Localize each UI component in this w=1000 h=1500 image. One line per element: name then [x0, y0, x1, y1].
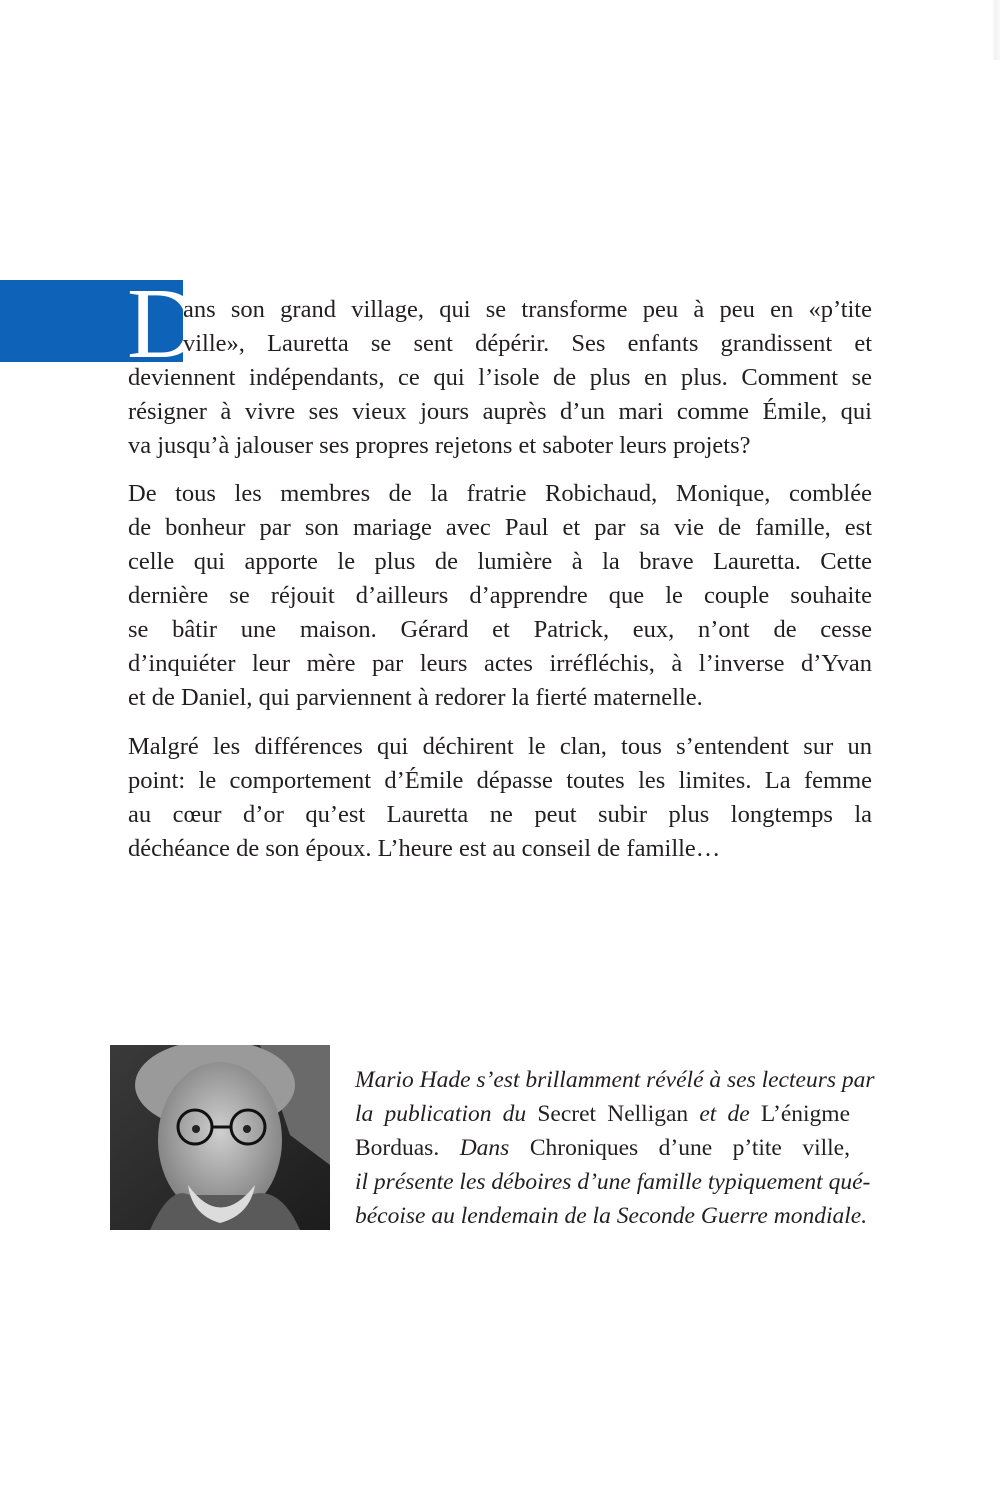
summary-line: ville», Lauretta se sent dépérir. Ses enfants grandissent et — [183, 330, 872, 357]
summary-line: celle qui apporte le plus de lumière à la brave Lauretta. Cette — [128, 548, 872, 575]
bio-text: Dans — [459, 1135, 510, 1161]
book-title: L’énigme — [760, 1101, 851, 1127]
book-title: Secret Nelligan — [537, 1101, 689, 1127]
summary-line: Malgré les différences qui déchirent le clan, tous s’entendent sur un — [128, 733, 872, 760]
summary-line: d’inquiéter leur mère par leurs actes irréfléchis, à l’inverse d’Yvan — [128, 650, 872, 677]
bio-text: il présente les déboires d’une famille typiquement qué- — [355, 1169, 871, 1195]
summary-line: point: le comportement d’Émile dépasse toutes les limites. La femme — [128, 767, 872, 794]
summary-line: De tous les membres de la fratrie Robichaud, Monique, comblée — [128, 480, 872, 507]
summary-line: se bâtir une maison. Gérard et Patrick, eux, n’ont de cesse — [128, 616, 872, 643]
bio-line — [355, 1199, 868, 1233]
summary-line: dernière se réjouit d’ailleurs d’apprendre que le couple souhaite — [128, 582, 872, 609]
bio-line — [355, 1131, 850, 1165]
summary-line: déchéance de son époux. L’heure est au conseil de famille… — [128, 835, 721, 862]
bio-line — [355, 1097, 850, 1131]
book-title: Borduas. — [355, 1135, 440, 1161]
bio-text: Mario Hade s’est brillamment révélé à ses lecteurs par — [355, 1067, 875, 1093]
author-photo — [110, 1045, 330, 1230]
summary-line: de bonheur par son mariage avec Paul et par sa vie de famille, est — [128, 514, 872, 541]
page-edge — [992, 0, 1000, 60]
summary-line: ans son grand village, qui se transforme peu à peu en «p’tite — [183, 296, 872, 323]
drop-cap: D — [127, 267, 200, 379]
summary-line: va jusqu’à jalouser ses propres rejetons et saboter leurs projets? — [128, 432, 751, 459]
bio-text: la publication du — [355, 1101, 527, 1127]
bio-text: bécoise au lendemain de la Seconde Guerre mondiale. — [355, 1203, 868, 1229]
bio-text: et de — [699, 1101, 750, 1127]
summary-line: au cœur d’or qu’est Lauretta ne peut subir plus longtemps la — [128, 801, 872, 828]
bio-line — [355, 1165, 871, 1199]
summary-line: deviennent indépendants, ce qui l’isole de plus en plus. Comment se — [128, 364, 872, 391]
book-title: Chroniques d’une p’tite ville, — [529, 1135, 850, 1161]
summary-line: résigner à vivre ses vieux jours auprès d’un mari comme Émile, qui — [128, 398, 872, 425]
bio-line — [355, 1063, 875, 1097]
summary-line: et de Daniel, qui parviennent à redorer la fierté maternelle. — [128, 684, 703, 711]
